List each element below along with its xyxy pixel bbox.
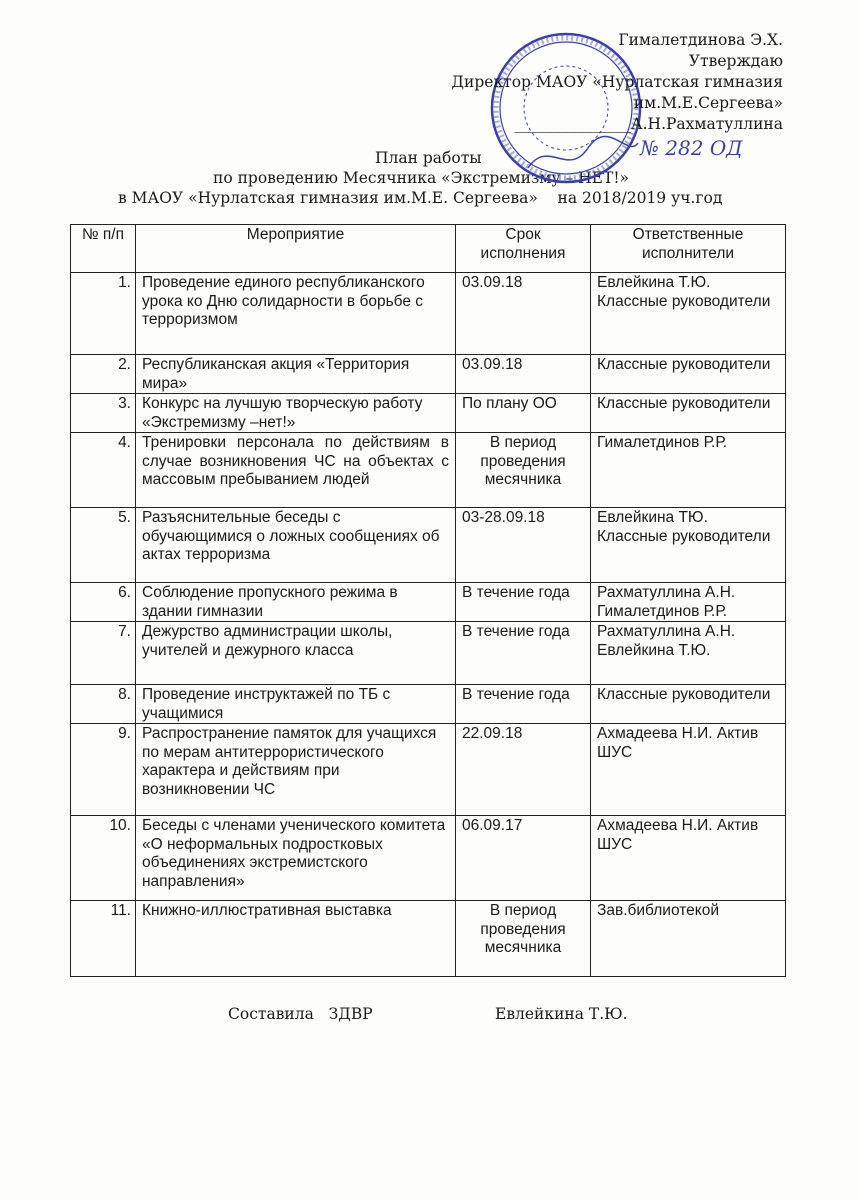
approval-block: [451, 30, 783, 135]
row-responsible: Зав.библиотекой: [591, 901, 786, 977]
row-responsible: Ахмадеева Н.И. Актив ШУС: [591, 724, 786, 816]
row-event: Проведение единого республиканского урока ко Дню солидарности в борьбе с терроризмом: [136, 273, 456, 355]
row-responsible: Ахмадеева Н.И. Актив ШУС: [591, 816, 786, 901]
row-number: 6.: [71, 583, 136, 622]
row-number: 4.: [71, 433, 136, 508]
row-responsible: Классные руководители: [591, 355, 786, 394]
row-event: Соблюдение пропускного режима в здании гимназии: [136, 583, 456, 622]
row-event: Конкурс на лучшую творческую работу «Экстремизму –нет!»: [136, 394, 456, 433]
row-event: Проведение инструктажей по ТБ с учащимися: [136, 685, 456, 724]
approval-director-line1: Директор МАОУ «Нурлатская гимназия: [451, 73, 783, 91]
row-number: 11.: [71, 901, 136, 977]
approval-director-line2: им.М.Е.Сергеева»: [633, 94, 783, 112]
row-date: В период проведения месячника: [456, 433, 591, 508]
row-number: 10.: [71, 816, 136, 901]
row-date: 03.09.18: [456, 273, 591, 355]
table-row: [71, 622, 786, 685]
signature: № 282 ОД: [640, 136, 743, 160]
row-date: 06.09.17: [456, 816, 591, 901]
row-number: 5.: [71, 508, 136, 583]
table-row: [71, 433, 786, 508]
row-responsible: Евлейкина ТЮ. Классные руководители: [591, 508, 786, 583]
row-event: Книжно-иллюстративная выставка: [136, 901, 456, 977]
row-number: 2.: [71, 355, 136, 394]
row-date: По плану ОО: [456, 394, 591, 433]
approval-label: Утверждаю: [688, 52, 783, 70]
title-line3: в МАОУ «Нурлатская гимназия им.М.Е. Сергеева» на 2018/2019 уч.год: [118, 189, 723, 207]
row-responsible: Классные руководители: [591, 685, 786, 724]
row-responsible: Гималетдинов Р.Р.: [591, 433, 786, 508]
row-number: 8.: [71, 685, 136, 724]
row-date: 03-28.09.18: [456, 508, 591, 583]
footer-compiled: Составила ЗДВР: [228, 1005, 373, 1023]
row-date: В период проведения месячника: [456, 901, 591, 977]
table-row: [71, 724, 786, 816]
row-responsible: Евлейкина Т.Ю. Классные руководители: [591, 273, 786, 355]
row-event: Республиканская акция «Территория мира»: [136, 355, 456, 394]
header-responsible: Ответственные исполнители: [591, 225, 786, 273]
plan-table: [70, 224, 786, 977]
approval-director-sign: _______________А.Н.Рахматуллина: [514, 115, 783, 133]
row-date: В течение года: [456, 685, 591, 724]
row-date: В течение года: [456, 622, 591, 685]
table-body: [71, 273, 786, 977]
table-row: [71, 901, 786, 977]
table-row: [71, 273, 786, 355]
table-row: [71, 816, 786, 901]
row-responsible: Классные руководители: [591, 394, 786, 433]
row-number: 3.: [71, 394, 136, 433]
footer-name: Евлейкина Т.Ю.: [495, 1005, 628, 1023]
table-row: [71, 583, 786, 622]
title-line2: по проведению Месячника «Экстремизму – НЕТ!»: [213, 169, 630, 187]
row-date: 22.09.18: [456, 724, 591, 816]
approval-name-top: Гималетдинова Э.Х.: [618, 31, 783, 49]
header-event: Мероприятие: [136, 225, 456, 273]
row-number: 7.: [71, 622, 136, 685]
table-row: [71, 508, 786, 583]
row-number: 1.: [71, 273, 136, 355]
row-responsible: Рахматуллина А.Н. Евлейкина Т.Ю.: [591, 622, 786, 685]
row-responsible: Рахматуллина А.Н. Гималетдинов Р.Р.: [591, 583, 786, 622]
row-event: Распространение памяток для учащихся по мерам антитеррористического характера и действиям при возникновении ЧС: [136, 724, 456, 816]
header-num: № п/п: [71, 225, 136, 273]
table-row: [71, 394, 786, 433]
table-row: [71, 355, 786, 394]
table-row: [71, 685, 786, 724]
row-date: 03.09.18: [456, 355, 591, 394]
row-event: Беседы с членами ученического комитета «О неформальных подростковых объединениях экстремистского направления»: [136, 816, 456, 901]
row-event: Дежурство администрации школы, учителей и дежурного класса: [136, 622, 456, 685]
row-date: В течение года: [456, 583, 591, 622]
row-event: Разъяснительные беседы с обучающимися о ложных сообщениях об актах терроризма: [136, 508, 456, 583]
table-header-row: [71, 225, 786, 273]
row-event: Тренировки персонала по действиям в случае возникновения ЧС на объектах с массовым пребыванием людей: [136, 433, 456, 508]
header-date: Срок исполнения: [456, 225, 591, 273]
row-number: 9.: [71, 724, 136, 816]
title-line1: План работы: [375, 149, 482, 167]
document-title: [0, 148, 859, 208]
